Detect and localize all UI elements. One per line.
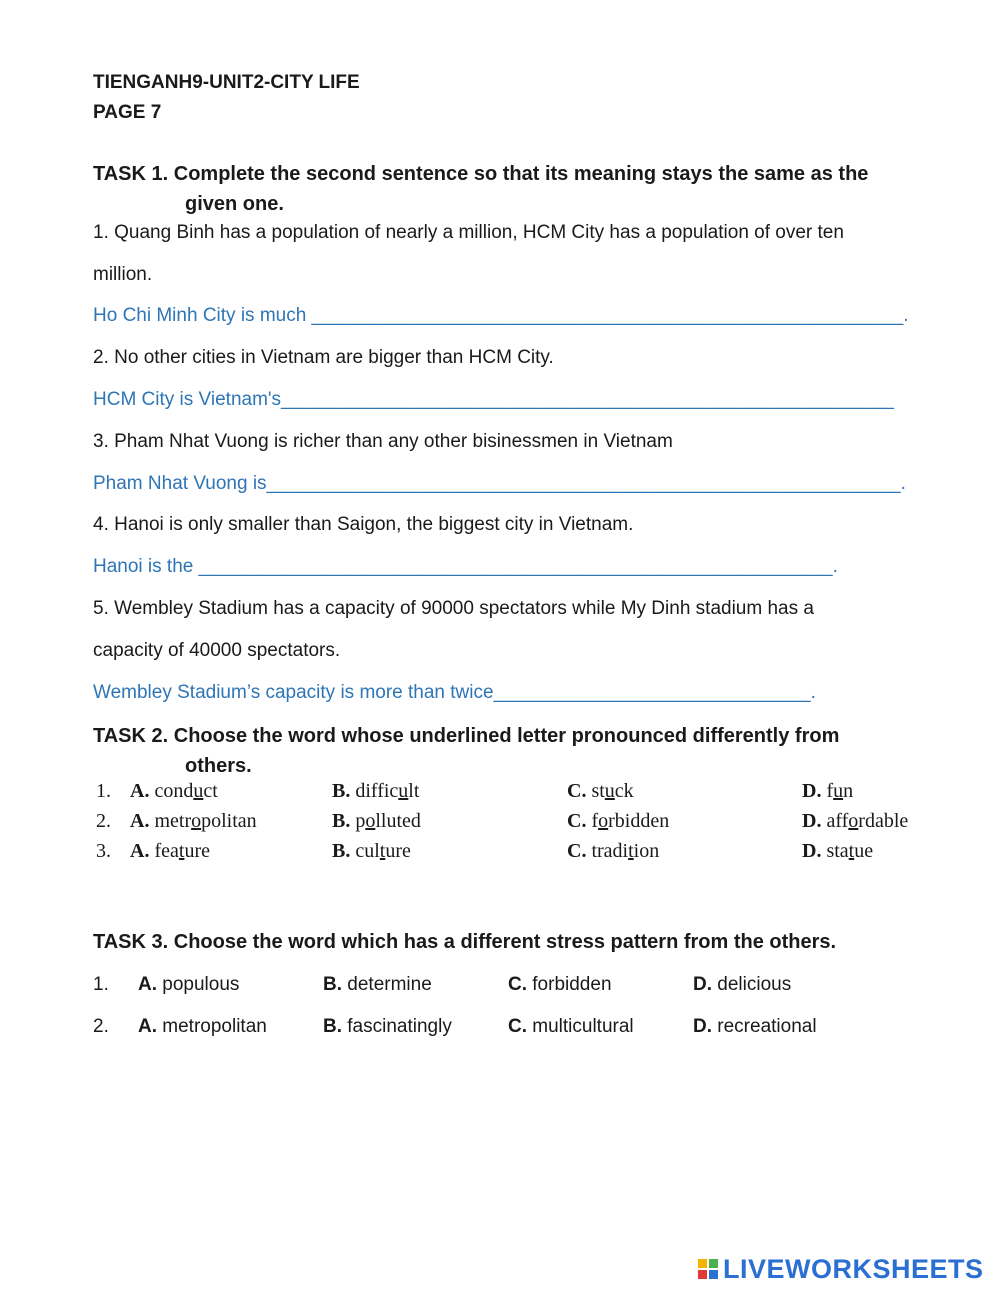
task3-option-b[interactable]: B. determine: [323, 974, 432, 995]
page-number: PAGE 7: [93, 102, 162, 123]
task2-option-d[interactable]: D. statue: [802, 840, 874, 862]
task2-option-c[interactable]: C. forbidden: [567, 810, 670, 832]
option-label: C.: [508, 974, 527, 995]
task1-q1-line1: 1. Quang Binh has a population of nearly a million, HCM City has a population of over ten: [93, 222, 844, 243]
option-label: D.: [802, 780, 822, 802]
logo-text: LIVEWORKSHEETS: [723, 1253, 984, 1284]
task2-option-c[interactable]: C. tradition: [567, 840, 660, 862]
option-label: C.: [567, 810, 587, 832]
option-label: A.: [130, 810, 150, 832]
task2-option-b[interactable]: B. difficult: [332, 780, 420, 802]
underlined-letter: u: [398, 780, 409, 802]
task2-option-c[interactable]: C. stuck: [567, 780, 634, 802]
option-label: C.: [567, 780, 587, 802]
task1-answer-5[interactable]: Wembley Stadium’s capacity is more than twice______________________________.: [93, 682, 816, 703]
task1-answer-3[interactable]: Pham Nhat Vuong is____________________________________________________________.: [93, 473, 906, 494]
task2-option-b[interactable]: B. polluted: [332, 810, 421, 832]
logo-block-1: [698, 1259, 707, 1268]
option-label: B.: [332, 840, 351, 862]
task2-option-d[interactable]: D. affordable: [802, 810, 909, 832]
task1-q3: 3. Pham Nhat Vuong is richer than any other bisinessmen in Vietnam: [93, 431, 673, 452]
task2-row-number: 1.: [96, 780, 111, 802]
task3-row-number: 1.: [93, 974, 109, 995]
task3-option-d[interactable]: D. recreational: [693, 1016, 817, 1037]
task1-q2: 2. No other cities in Vietnam are bigger than HCM City.: [93, 347, 554, 368]
task1-q5-line2: capacity of 40000 spectators.: [93, 640, 341, 661]
option-label: C.: [567, 840, 587, 862]
underlined-letter: o: [191, 810, 202, 832]
task2-title: TASK 2. Choose the word whose underlined letter pronounced differently from others.: [93, 725, 840, 777]
task3-title: TASK 3. Choose the word which has a different stress pattern from the others.: [93, 931, 837, 953]
option-label: C.: [508, 1016, 527, 1037]
underlined-letter: o: [848, 810, 859, 832]
task3-row-number: 2.: [93, 1016, 109, 1037]
task3-option-a[interactable]: A. populous: [138, 974, 240, 995]
task1-q4: 4. Hanoi is only smaller than Saigon, the biggest city in Vietnam.: [93, 514, 634, 535]
underlined-letter: t: [379, 840, 386, 862]
task2-option-a[interactable]: A. conduct: [130, 780, 218, 802]
task3-option-c[interactable]: C. multicultural: [508, 1016, 634, 1037]
underlined-letter: o: [365, 810, 376, 832]
task3-option-a[interactable]: A. metropolitan: [138, 1016, 267, 1037]
task3-option-c[interactable]: C. forbidden: [508, 974, 612, 995]
task2-option-d[interactable]: D. fun: [802, 780, 854, 802]
underlined-letter: u: [604, 780, 615, 802]
task2-row-number: 3.: [96, 840, 111, 862]
underlined-letter: t: [628, 840, 634, 862]
task1-q5-line1: 5. Wembley Stadium has a capacity of 90000 spectators while My Dinh stadium has a: [93, 598, 814, 619]
underlined-letter: u: [193, 780, 204, 802]
option-label: B.: [332, 780, 351, 802]
option-label: A.: [138, 1016, 157, 1037]
option-label: A.: [138, 974, 157, 995]
option-label: B.: [323, 1016, 342, 1037]
option-label: D.: [802, 810, 822, 832]
task1-title: TASK 1. Complete the second sentence so that its meaning stays the same as the given one.: [93, 163, 869, 215]
task1-q1-line2: million.: [93, 264, 153, 285]
option-label: A.: [130, 840, 150, 862]
task2-option-a[interactable]: A. metropolitan: [130, 810, 257, 832]
task2-option-a[interactable]: A. feature: [130, 840, 210, 862]
task1-answer-4[interactable]: Hanoi is the ____________________________________________________________.: [93, 556, 838, 577]
logo-block-2: [709, 1259, 718, 1268]
worksheet-title: TIENGANH9-UNIT2-CITY LIFE: [93, 72, 360, 93]
task3-option-b[interactable]: B. fascinatingly: [323, 1016, 452, 1037]
underlined-letter: u: [833, 780, 844, 802]
option-label: A.: [130, 780, 150, 802]
task3-option-d[interactable]: D. delicious: [693, 974, 792, 995]
logo-block-3: [698, 1270, 707, 1279]
underlined-letter: t: [848, 840, 855, 862]
underlined-letter: o: [598, 810, 609, 832]
option-label: B.: [323, 974, 342, 995]
option-label: D.: [693, 1016, 712, 1037]
task1-answer-1[interactable]: Ho Chi Minh City is much ________________________________________________________.: [93, 305, 909, 326]
task1-answer-2[interactable]: HCM City is Vietnam's__________________________________________________________: [93, 389, 894, 410]
underlined-letter: t: [178, 840, 185, 862]
logo-block-4: [709, 1270, 718, 1279]
option-label: D.: [802, 840, 822, 862]
task2-row-number: 2.: [96, 810, 111, 832]
logo-blocks-icon: [698, 1259, 718, 1279]
option-label: B.: [332, 810, 351, 832]
task2-option-b[interactable]: B. culture: [332, 840, 411, 862]
liveworksheets-logo: [698, 1254, 984, 1284]
option-label: D.: [693, 974, 712, 995]
